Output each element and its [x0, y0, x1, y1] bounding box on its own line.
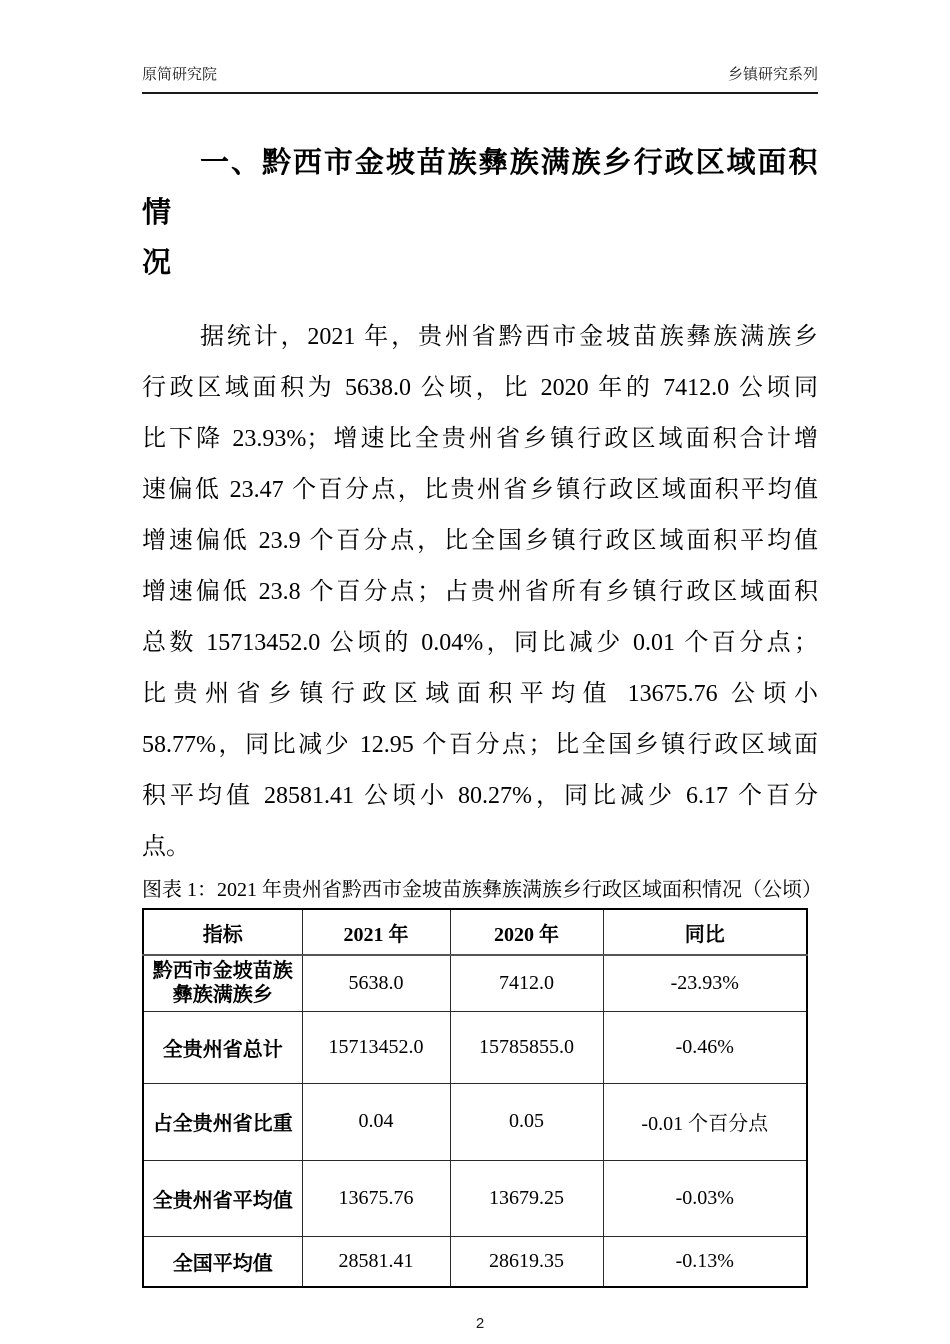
section-title-line: 况 — [142, 247, 172, 279]
page-content — [142, 0, 822, 1332]
value-yoy: -0.03% — [603, 1160, 807, 1236]
section-title-line: 一、黔西市金坡苗族彝族满族乡行政区域面积情 — [142, 147, 818, 229]
value-2021: 5638.0 — [302, 955, 450, 1011]
value-2020: 13679.25 — [450, 1160, 603, 1236]
column-header-2020: 2020 年 — [450, 909, 603, 955]
row-indicator-line: 彝族满族乡 — [172, 984, 273, 1007]
table-row — [143, 1011, 807, 1083]
table-header-row — [143, 909, 807, 955]
row-indicator: 占全贵州省比重 — [143, 1083, 302, 1160]
column-header-2021: 2021 年 — [302, 909, 450, 955]
table-row — [143, 1160, 807, 1236]
table-row — [143, 1236, 807, 1287]
body-line: 总数 15713452.0 公顷的 0.04%，同比减少 0.01 个百分点； — [142, 630, 818, 656]
row-indicator — [143, 955, 302, 1011]
value-2021: 28581.41 — [302, 1236, 450, 1287]
row-indicator: 全贵州省总计 — [143, 1011, 302, 1083]
value-2020: 0.05 — [450, 1083, 603, 1160]
page-number: 2 — [475, 1315, 485, 1332]
value-yoy: -23.93% — [603, 955, 807, 1011]
row-indicator: 全国平均值 — [143, 1236, 302, 1287]
column-header-indicator: 指标 — [143, 909, 302, 955]
row-indicator-line: 黔西市金坡苗族 — [152, 960, 293, 983]
body-line: 增速偏低 23.8 个百分点；占贵州省所有乡镇行政区域面积 — [142, 579, 818, 605]
value-2021: 13675.76 — [302, 1160, 450, 1236]
value-2020: 15785855.0 — [450, 1011, 603, 1083]
body-line: 积平均值 28581.41 公顷小 80.27%，同比减少 6.17 个百分 — [142, 783, 818, 809]
body-line: 58.77%，同比减少 12.95 个百分点；比全国乡镇行政区域面 — [142, 732, 818, 758]
body-line: 速偏低 23.47 个百分点，比贵州省乡镇行政区域面积平均值 — [142, 477, 818, 503]
table-caption: 图表 1：2021 年贵州省黔西市金坡苗族彝族满族乡行政区域面积情况（公顷） — [142, 879, 822, 901]
body-line: 行政区域面积为 5638.0 公顷，比 2020 年的 7412.0 公顷同 — [142, 375, 818, 401]
area-statistics-table — [142, 908, 808, 1288]
body-line: 比贵州省乡镇行政区域面积平均值 13675.76 公顷小 — [142, 681, 818, 707]
running-header — [142, 0, 818, 94]
value-2021: 15713452.0 — [302, 1011, 450, 1083]
section-title — [142, 138, 818, 288]
header-left-text: 原简研究院 — [142, 66, 218, 83]
value-2021: 0.04 — [302, 1083, 450, 1160]
header-right-text: 乡镇研究系列 — [727, 66, 818, 83]
value-yoy: -0.01 个百分点 — [603, 1083, 807, 1160]
column-header-yoy: 同比 — [603, 909, 807, 955]
value-2020: 28619.35 — [450, 1236, 603, 1287]
row-indicator: 全贵州省平均值 — [143, 1160, 302, 1236]
body-line: 增速偏低 23.9 个百分点，比全国乡镇行政区域面积平均值 — [142, 528, 818, 554]
value-2020: 7412.0 — [450, 955, 603, 1011]
body-line: 点。 — [142, 834, 190, 860]
table-row — [143, 1083, 807, 1160]
table-row — [143, 955, 807, 1011]
body-line: 比下降 23.93%；增速比全贵州省乡镇行政区域面积合计增 — [142, 426, 818, 452]
value-yoy: -0.13% — [603, 1236, 807, 1287]
value-yoy: -0.46% — [603, 1011, 807, 1083]
body-line: 据统计，2021 年，贵州省黔西市金坡苗族彝族满族乡 — [200, 324, 818, 350]
body-paragraph — [142, 312, 818, 873]
